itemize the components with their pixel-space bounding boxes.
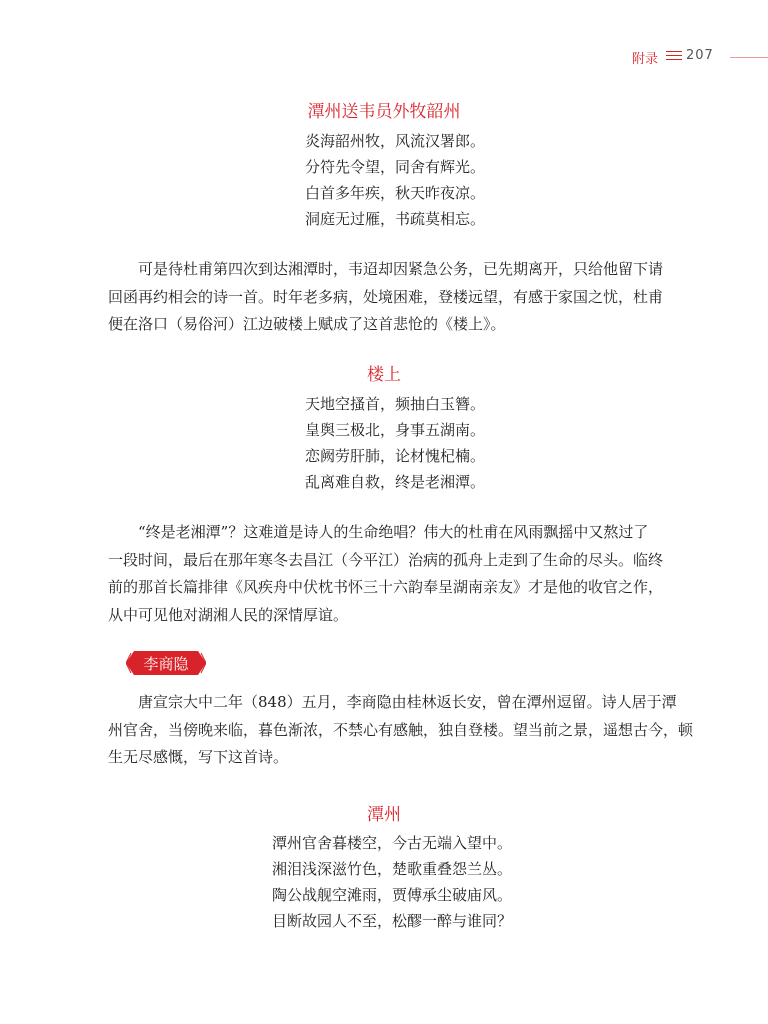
poem-line: 洞庭无过雁，书疏莫相忘。 [305,210,486,228]
poem-line: 湘泪浅深滋竹色，楚歌重叠怨兰丛。 [272,860,513,878]
paragraph-line: 唐宣宗大中二年（848）五月，李商隐由桂林返长安，曾在潭州逗留。诗人居于潭 [138,693,677,711]
poem-line: 皇舆三极北，身事五湖南。 [305,421,486,439]
poem-line: 白首多年疾，秋天昨夜凉。 [305,184,486,202]
poem-body-1 [305,128,485,232]
paragraph-2 [108,519,690,629]
paragraph-line: 可是待杜甫第四次到达湘潭时，韦迢却因紧急公务，已先期离开，只给他留下请 [138,260,664,278]
header-rule [730,57,768,58]
page-header [0,48,768,68]
poem-title-2: 楼上 [367,365,401,385]
poem-line: 乱离难自救，终是老湘潭。 [305,473,486,491]
poem-title-3: 潭州 [367,805,401,825]
poem-line: 陶公战舰空滩雨，贾傅承尘破庙风。 [272,886,513,904]
paragraph-3 [108,689,694,772]
paragraph-line: “终是老湘潭”？这难道是诗人的生命绝唱？伟大的杜甫在风雨飘摇中又熬过了 [138,523,649,541]
poem-line: 潭州官舍暮楼空，今古无端入望中。 [272,834,513,852]
running-head-section: 附录 [632,52,659,67]
paragraph-line: 生无尽感慨，写下这首诗。 [108,748,289,766]
poem-line: 恋阙劳肝肺，论材愧杞楠。 [305,447,486,465]
section-heading-text: 李商隐 [143,655,189,673]
paragraph-line: 便在洛口（易俗河）江边破楼上赋成了这首悲怆的《楼上》。 [108,315,506,333]
paragraph-line: 州官舍，当傍晚来临，暮色渐浓，不禁心有感触，独自登楼。望当前之景，遥想古今，顿 [108,720,694,739]
paragraph-line: 回函再约相会的诗一首。时年老多病，处境困难，登楼远望，有感于家国之忧，杜甫 [108,287,664,306]
page-number: 207 [686,48,714,63]
poem-body-3 [272,830,512,934]
paragraph-line: 前的那首长篇排律《风疾舟中伏枕书怀三十六韵奉呈湖南亲友》才是他的收官之作， [108,578,664,596]
header-ornament-lines [666,51,682,63]
poem-body-2 [305,391,485,495]
poem-line: 目断故园人不至，松醪一醉与谁同？ [272,912,513,930]
section-heading-badge [126,651,206,675]
paragraph-line: 一段时间，最后在那年寒冬去昌江（今平江）治病的孤舟上走到了生命的尽头。临终 [108,550,664,569]
poem-line: 天地空搔首，频抽白玉簪。 [305,395,486,413]
poem-title-1: 潭州送韦员外牧韶州 [307,102,461,122]
paragraph-line: 从中可见他对湖湘人民的深情厚谊。 [108,605,349,624]
poem-line: 炎海韶州牧，风流汉署郎。 [305,132,486,150]
poem-line: 分符先令望，同舍有辉光。 [305,158,486,176]
paragraph-1 [108,256,690,339]
